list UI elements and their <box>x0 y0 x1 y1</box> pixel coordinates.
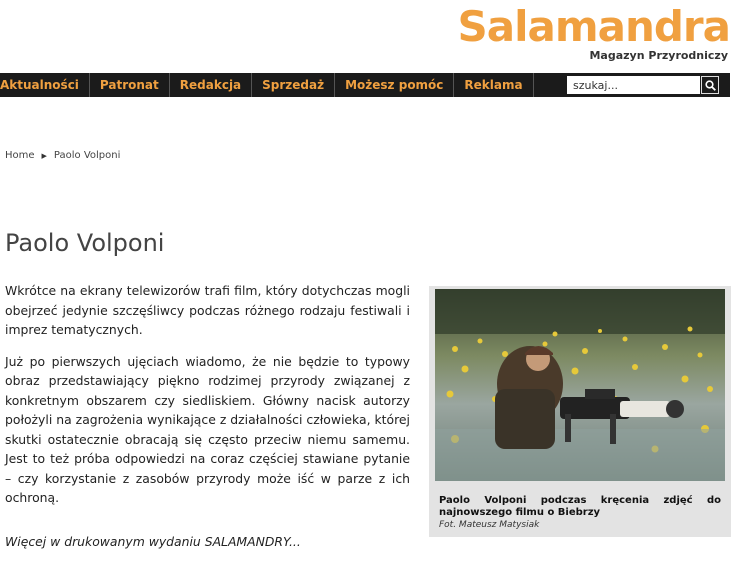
site-logo[interactable] <box>458 4 730 62</box>
nav-item-sprzedaz[interactable]: Sprzedaż <box>252 73 335 97</box>
article-body <box>5 281 410 563</box>
nav-item-mozesz-pomoc[interactable]: Możesz pomóc <box>335 73 454 97</box>
nav-item-patronat[interactable]: Patronat <box>90 73 170 97</box>
breadcrumb-home[interactable]: Home <box>5 150 35 161</box>
article-paragraph: Wkrótce na ekrany telewizorów trafi film, który dotychczas mogli obejrzeć jedynie szczęśliwcy podczas różnego rodzaju festiwali i imprez tematycznych. <box>5 283 410 337</box>
nav-item-aktualnosci[interactable]: Aktualności <box>0 73 90 97</box>
search-input[interactable] <box>567 76 700 94</box>
breadcrumb <box>5 150 120 161</box>
photo-illustration <box>435 289 725 481</box>
article-paragraph: Już po pierwszych ujęciach wiadomo, że nie będzie to typowy obraz przedstawiający piękno rodzimej przyrody związanej z konkretnym obszarem czy siedliskiem. Główny nacisk autorzy położyli na zagrożenia wynikające z działalności człowieka, której skutki ostatecznie obracają się często przeciw niemu samemu. Jest to też próba odpowiedzi na coraz częściej stawiane pytanie – czy korzystanie z zasobów przyrody może iść w parze z ich ochroną. <box>5 353 410 505</box>
page-title: Paolo Volponi <box>5 229 165 257</box>
main-nav <box>0 73 730 97</box>
read-more-text: Więcej w drukowanym wydaniu SALAMANDRY... <box>5 533 301 549</box>
search-icon <box>705 80 716 91</box>
nav-item-reklama[interactable]: Reklama <box>454 73 533 97</box>
logo-subtitle: Magazyn Przyrodniczy <box>589 49 728 62</box>
logo-title[interactable]: Salamandra <box>457 2 730 51</box>
nav-item-redakcja[interactable]: Redakcja <box>170 73 252 97</box>
chevron-right-icon: ▶ <box>41 151 47 160</box>
photo-caption <box>439 495 721 531</box>
search-button[interactable] <box>701 76 719 94</box>
breadcrumb-current: Paolo Volponi <box>53 150 121 161</box>
caption-text: Paolo Volponi podczas kręcenia zdjęć do najnowszego filmu o Biebrzy <box>439 495 721 518</box>
photo-figure <box>429 286 731 537</box>
article-photo[interactable] <box>435 289 725 481</box>
photo-credit: Fot. Mateusz Matysiak <box>439 520 540 530</box>
